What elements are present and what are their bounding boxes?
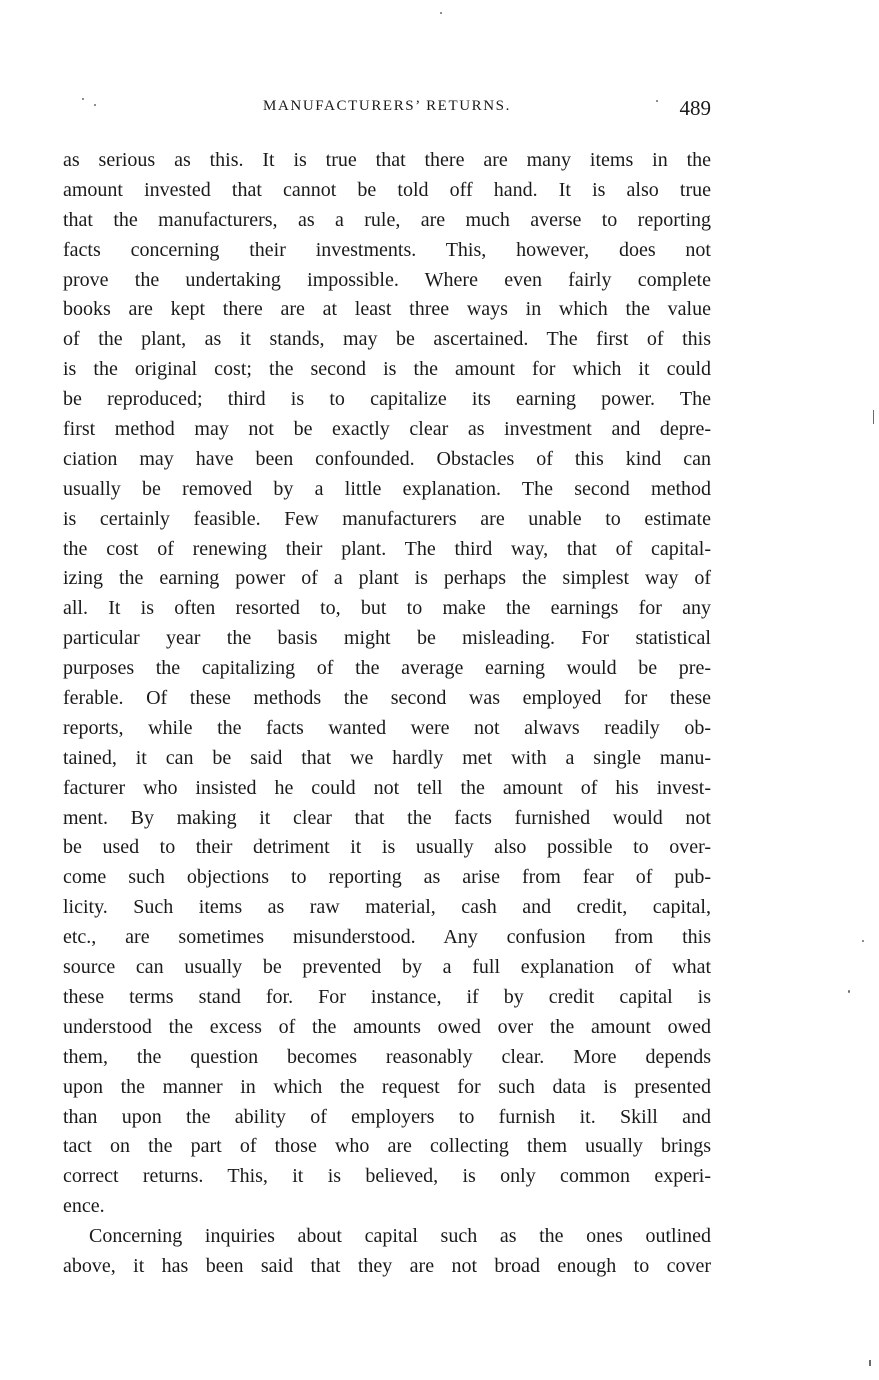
scan-speck	[873, 410, 874, 424]
text-line: books are kept there are at least three ways in which the value	[63, 298, 711, 321]
scan-speck	[94, 104, 96, 106]
text-line: source can usually be prevented by a full explanation of what	[63, 956, 711, 979]
scan-speck	[440, 12, 442, 14]
text-line: ment. By making it clear that the facts furnished would not	[63, 806, 711, 829]
text-line: ciation may have been confounded. Obstacles of this kind can	[63, 447, 711, 470]
text-line: tained, it can be said that we hardly met with a single manu-	[63, 746, 711, 769]
text-line: ence.	[63, 1195, 105, 1218]
text-line: that the manufacturers, as a rule, are much averse to reporting	[63, 208, 711, 231]
text-line: than upon the ability of employers to furnish it. Skill and	[63, 1105, 711, 1128]
text-line: purposes the capitalizing of the average earning would be pre-	[63, 657, 711, 680]
scan-speck	[656, 100, 658, 102]
text-line: ferable. Of these methods the second was employed for these	[63, 687, 711, 710]
text-line: these terms stand for. For instance, if by credit capital is	[63, 985, 711, 1008]
text-line: the cost of renewing their plant. The third way, that of capital-	[63, 537, 711, 560]
text-line: first method may not be exactly clear as investment and depre-	[63, 418, 711, 441]
text-line: correct returns. This, it is believed, is only common experi-	[63, 1165, 711, 1188]
scan-speck	[82, 98, 84, 100]
text-line: be reproduced; third is to capitalize its earning power. The	[63, 388, 711, 411]
text-line: all. It is often resorted to, but to make the earnings for any	[63, 597, 711, 620]
text-line: be used to their detriment it is usually also possible to over-	[63, 836, 711, 859]
text-line: prove the undertaking impossible. Where even fairly complete	[63, 268, 711, 291]
text-line: amount invested that cannot be told off hand. It is also true	[63, 178, 711, 201]
text-line: understood the excess of the amounts owed over the amount owed	[63, 1015, 711, 1038]
scan-speck	[862, 940, 864, 942]
text-line: them, the question becomes reasonably clear. More depends	[63, 1045, 711, 1068]
text-line: usually be removed by a little explanation. The second method	[63, 477, 711, 500]
body-text	[63, 146, 711, 1282]
text-line: facts concerning their investments. This, however, does not	[63, 238, 711, 261]
text-line: reports, while the facts wanted were not alwavs readily ob-	[63, 716, 711, 739]
text-line: izing the earning power of a plant is perhaps the simplest way of	[63, 567, 711, 590]
text-line: particular year the basis might be misleading. For statistical	[63, 627, 711, 650]
text-line: come such objections to reporting as arise from fear of pub-	[63, 866, 711, 889]
text-line: of the plant, as it stands, may be ascertained. The first of this	[63, 328, 711, 351]
text-line: upon the manner in which the request for such data is presented	[63, 1075, 711, 1098]
text-line: tact on the part of those who are collecting them usually brings	[63, 1135, 711, 1158]
scan-speck	[848, 990, 850, 993]
scan-speck	[869, 1360, 871, 1366]
text-line: is certainly feasible. Few manufacturers are unable to estimate	[63, 507, 711, 530]
running-title: MANUFACTURERS’ RETURNS.	[263, 98, 511, 114]
text-line: licity. Such items as raw material, cash and credit, capital,	[63, 896, 711, 919]
text-line: facturer who insisted he could not tell the amount of his invest-	[63, 776, 711, 799]
text-line: Concerning inquiries about capital such as the ones outlined	[89, 1225, 711, 1248]
page-number: 489	[679, 96, 711, 120]
running-head	[63, 94, 711, 124]
text-line: above, it has been said that they are not broad enough to cover	[63, 1254, 711, 1277]
text-line: is the original cost; the second is the amount for which it could	[63, 358, 711, 381]
text-line: etc., are sometimes misunderstood. Any confusion from this	[63, 926, 711, 949]
text-line: as serious as this. It is true that there are many items in the	[63, 149, 711, 171]
